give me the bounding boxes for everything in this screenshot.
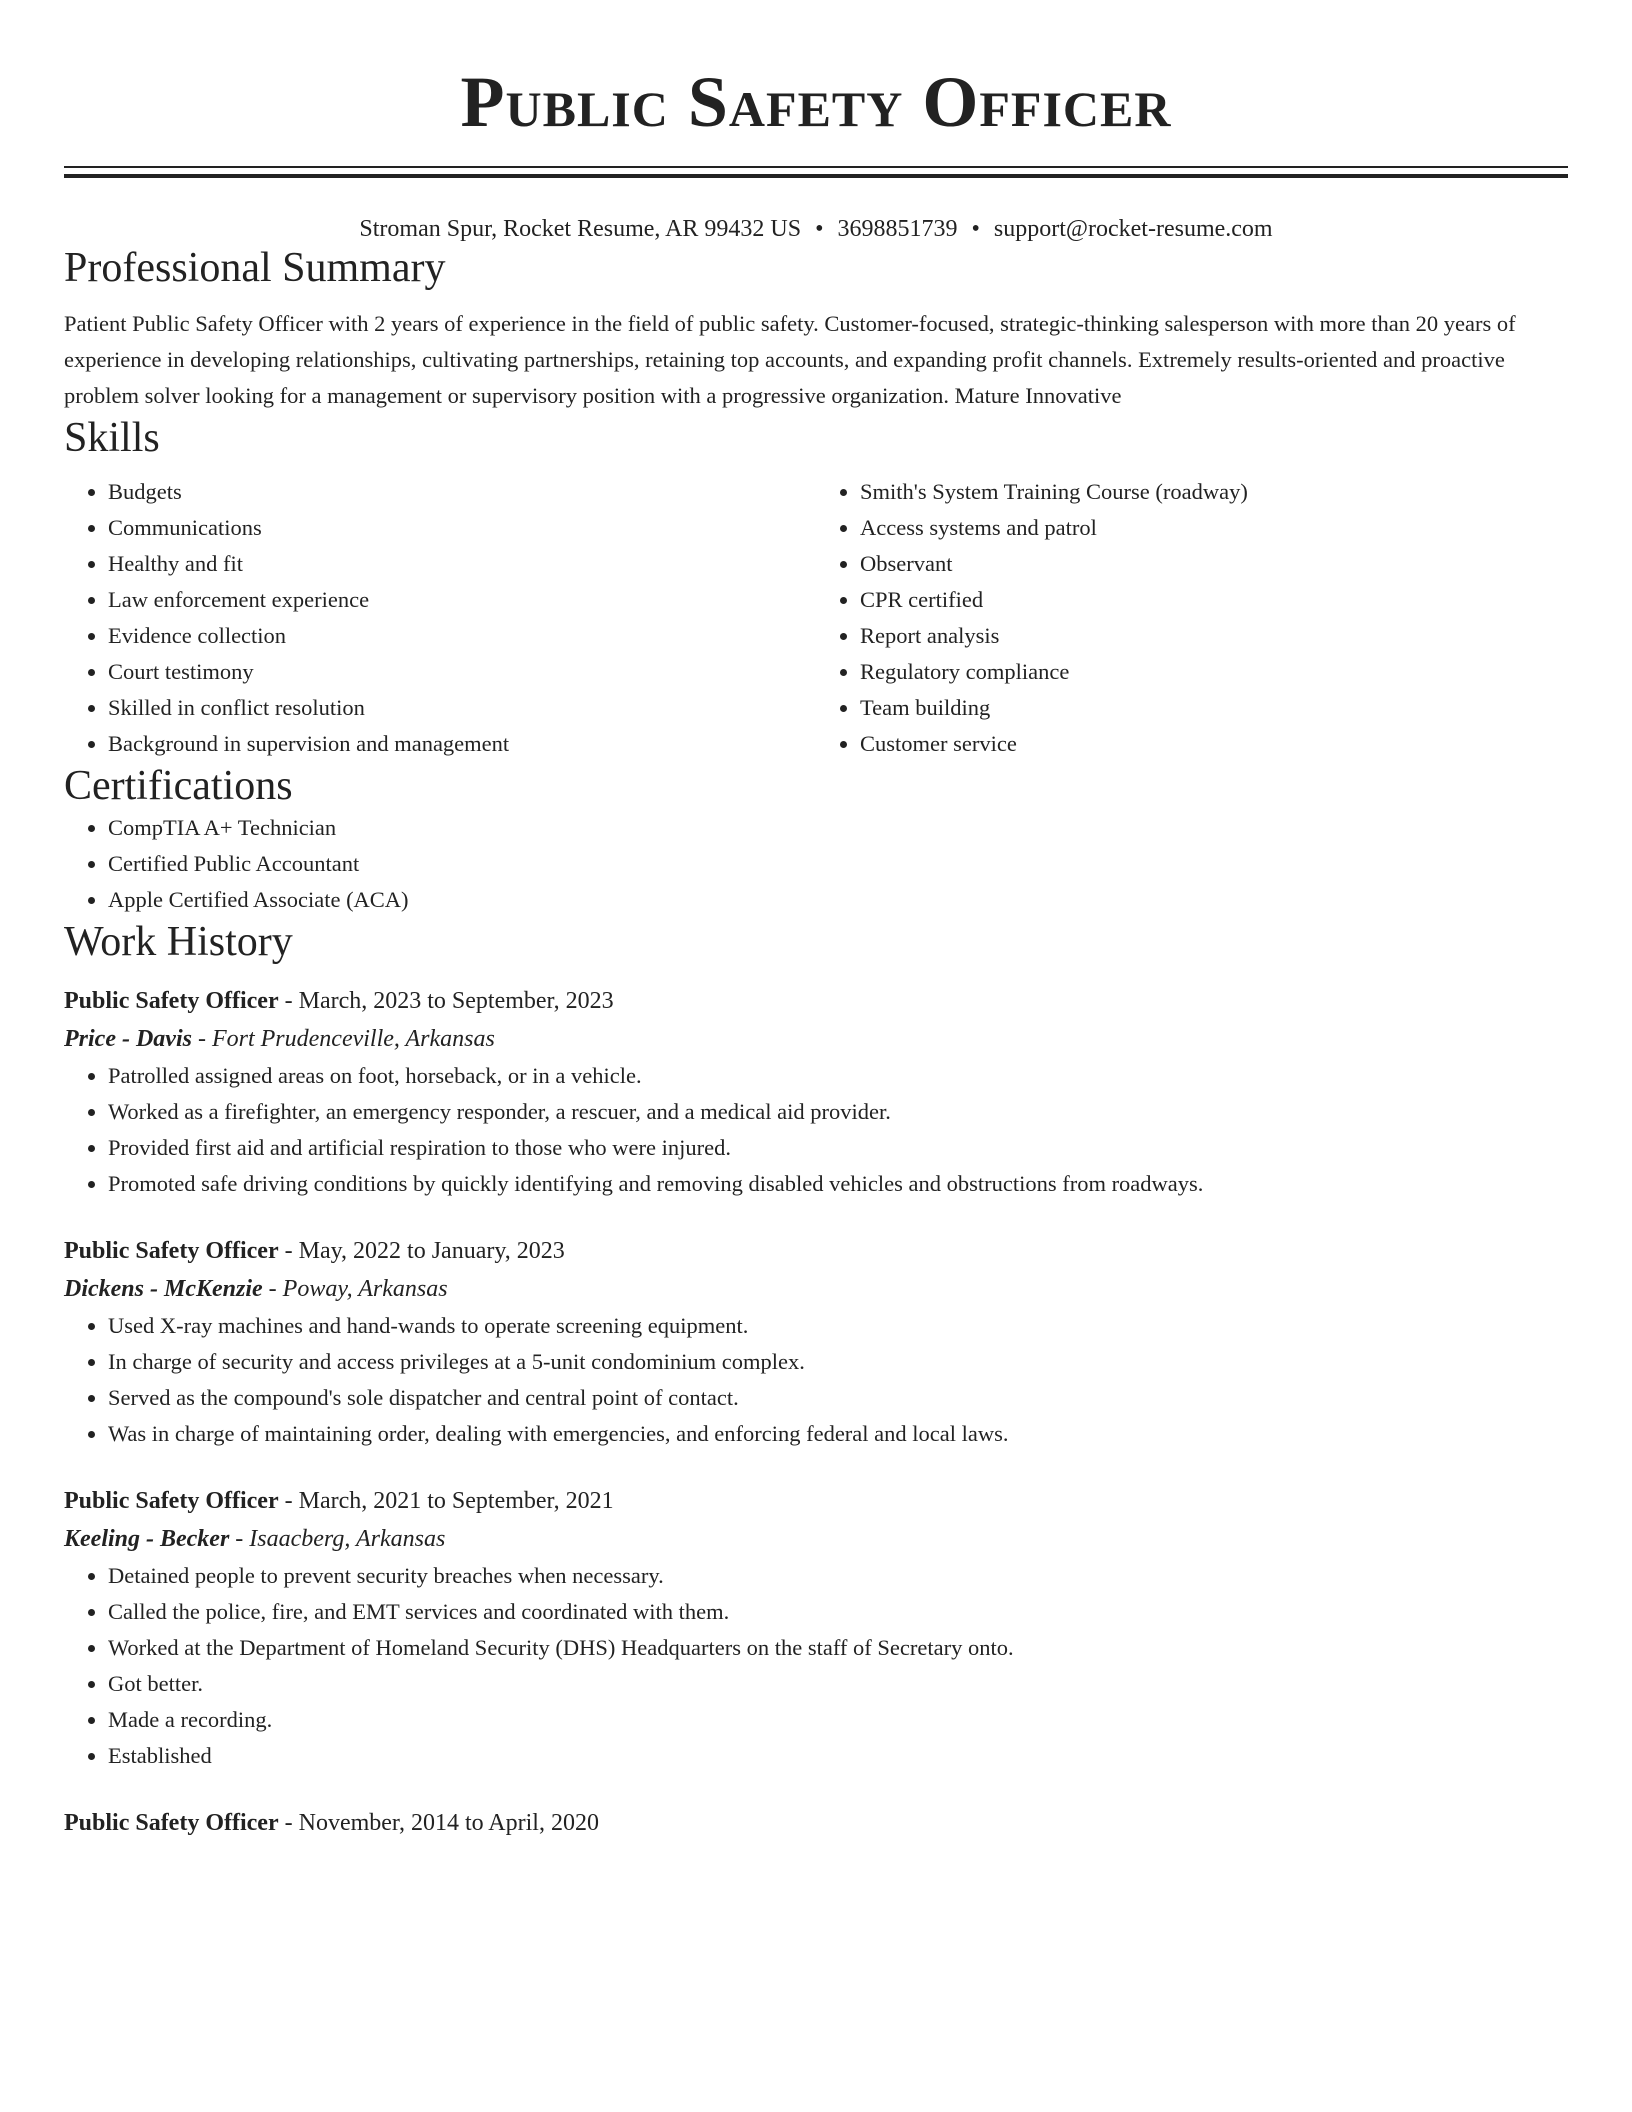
- job-duty: • Promoted safe driving conditions by quickly identifying and removing disabled vehicles and obstructions from roadways.: [108, 1166, 1568, 1202]
- job-duty: • Patrolled assigned areas on foot, horseback, or in a vehicle.: [108, 1058, 1568, 1094]
- job-company-line: Keeling - Becker - Isaacberg, Arkansas: [64, 1526, 446, 1552]
- job-entry: [64, 1482, 1568, 1774]
- job-duty: • Detained people to prevent security breaches when necessary.: [108, 1558, 1568, 1594]
- job-company: Price - Davis: [64, 1026, 192, 1052]
- skills-list-right: [816, 474, 1568, 762]
- certification-item: • CompTIA A+ Technician: [108, 810, 1568, 846]
- job-title-line: Public Safety Officer - May, 2022 to January, 2023: [64, 1238, 565, 1264]
- certifications-list: [64, 810, 1568, 918]
- job-duty: • Got better.: [108, 1666, 1568, 1702]
- skill-item: • Regulatory compliance: [860, 654, 1568, 690]
- skill-item: • Communications: [108, 510, 816, 546]
- contact-phone: 3698851739: [837, 216, 958, 242]
- job-title: Public Safety Officer: [64, 1238, 279, 1264]
- header-rule-thick: [64, 174, 1568, 178]
- contact-email: support@rocket-resume.com: [993, 216, 1273, 242]
- job-title: Public Safety Officer: [64, 1488, 279, 1514]
- summary-heading: Professional Summary: [64, 245, 446, 291]
- contact-separator: •: [971, 216, 980, 242]
- work-history-heading: Work History: [64, 919, 293, 965]
- skill-item: • Report analysis: [860, 618, 1568, 654]
- contact-separator: •: [815, 216, 824, 242]
- job-title-line: Public Safety Officer - March, 2023 to September, 2023: [64, 988, 614, 1014]
- job-dates: November, 2014 to April, 2020: [298, 1810, 599, 1836]
- job-duties-list: [64, 1308, 1568, 1452]
- skill-item: • Access systems and patrol: [860, 510, 1568, 546]
- job-duty: • Called the police, fire, and EMT services and coordinated with them.: [108, 1594, 1568, 1630]
- job-title: Public Safety Officer: [64, 988, 279, 1014]
- job-duty: • Worked as a firefighter, an emergency responder, a rescuer, and a medical aid provider.: [108, 1094, 1568, 1130]
- contact-line: [64, 214, 1568, 244]
- contact-address: Stroman Spur, Rocket Resume, AR 99432 US: [359, 216, 802, 242]
- job-duty: • Worked at the Department of Homeland Security (DHS) Headquarters on the staff of Secretary onto.: [108, 1630, 1568, 1666]
- skills-grid: [64, 474, 1568, 762]
- skill-item: • Healthy and fit: [108, 546, 816, 582]
- skill-item: • Law enforcement experience: [108, 582, 816, 618]
- job-entry: [64, 982, 1568, 1202]
- skills-section: [64, 414, 1568, 762]
- skills-list-left: [64, 474, 816, 762]
- skill-item: • Skilled in conflict resolution: [108, 690, 816, 726]
- skill-item: • CPR certified: [860, 582, 1568, 618]
- skill-item: • Court testimony: [108, 654, 816, 690]
- summary-text: Patient Public Safety Officer with 2 years of experience in the field of public safety. Customer-focused, strategic-thinking salesperson with more than 20 years of experience in developing relationships, cultivating partnerships, retaining top accounts, and expanding profit channels. Extremely results-oriented and proactive problem solver looking for a management or supervisory position with a progressive organization. Mature Innovative: [64, 311, 1516, 408]
- skill-item: • Smith's System Training Course (roadway): [860, 474, 1568, 510]
- job-duty: • Was in charge of maintaining order, dealing with emergencies, and enforcing federal and local laws.: [108, 1416, 1568, 1452]
- skill-item: • Team building: [860, 690, 1568, 726]
- job-company: Dickens - McKenzie: [64, 1276, 263, 1302]
- job-duty: • Served as the compound's sole dispatcher and central point of contact.: [108, 1380, 1568, 1416]
- job-dates: March, 2021 to September, 2021: [298, 1488, 614, 1514]
- job-duty: • Established: [108, 1738, 1568, 1774]
- skills-heading: Skills: [64, 415, 160, 461]
- job-location: Fort Prudenceville, Arkansas: [211, 1026, 495, 1052]
- summary-section: [64, 244, 1568, 414]
- skill-item: • Observant: [860, 546, 1568, 582]
- job-duty: • Used X-ray machines and hand-wands to operate screening equipment.: [108, 1308, 1568, 1344]
- certifications-heading: Certifications: [64, 763, 293, 809]
- job-dates: May, 2022 to January, 2023: [298, 1238, 565, 1264]
- skills-column-left: [64, 474, 816, 762]
- certification-item: • Certified Public Accountant: [108, 846, 1568, 882]
- job-duty: • In charge of security and access privileges at a 5-unit condominium complex.: [108, 1344, 1568, 1380]
- job-duty: • Provided first aid and artificial respiration to those who were injured.: [108, 1130, 1568, 1166]
- job-duties-list: [64, 1558, 1568, 1774]
- job-entry: [64, 1232, 1568, 1452]
- job-title-line: Public Safety Officer - November, 2014 to April, 2020: [64, 1810, 599, 1836]
- job-dates: March, 2023 to September, 2023: [298, 988, 614, 1014]
- job-location: Poway, Arkansas: [282, 1276, 448, 1302]
- job-title-line: Public Safety Officer - March, 2021 to September, 2021: [64, 1488, 614, 1514]
- job-company: Keeling - Becker: [64, 1526, 230, 1552]
- resume-name: Public Safety Officer: [460, 62, 1172, 142]
- header-rule-thin: [64, 166, 1568, 168]
- certifications-section: [64, 762, 1568, 918]
- job-company-line: Price - Davis - Fort Prudenceville, Arkansas: [64, 1026, 495, 1052]
- skills-column-right: [816, 474, 1568, 762]
- skill-item: • Evidence collection: [108, 618, 816, 654]
- job-duty: • Made a recording.: [108, 1702, 1568, 1738]
- work-history-section: [64, 918, 1568, 1842]
- job-title: Public Safety Officer: [64, 1810, 279, 1836]
- skill-item: • Budgets: [108, 474, 816, 510]
- skill-item: • Customer service: [860, 726, 1568, 762]
- job-entry: [64, 1804, 1568, 1842]
- certification-item: • Apple Certified Associate (ACA): [108, 882, 1568, 918]
- job-duties-list: [64, 1058, 1568, 1202]
- skill-item: • Background in supervision and management: [108, 726, 816, 762]
- job-location: Isaacberg, Arkansas: [249, 1526, 446, 1552]
- job-company-line: Dickens - McKenzie - Poway, Arkansas: [64, 1276, 448, 1302]
